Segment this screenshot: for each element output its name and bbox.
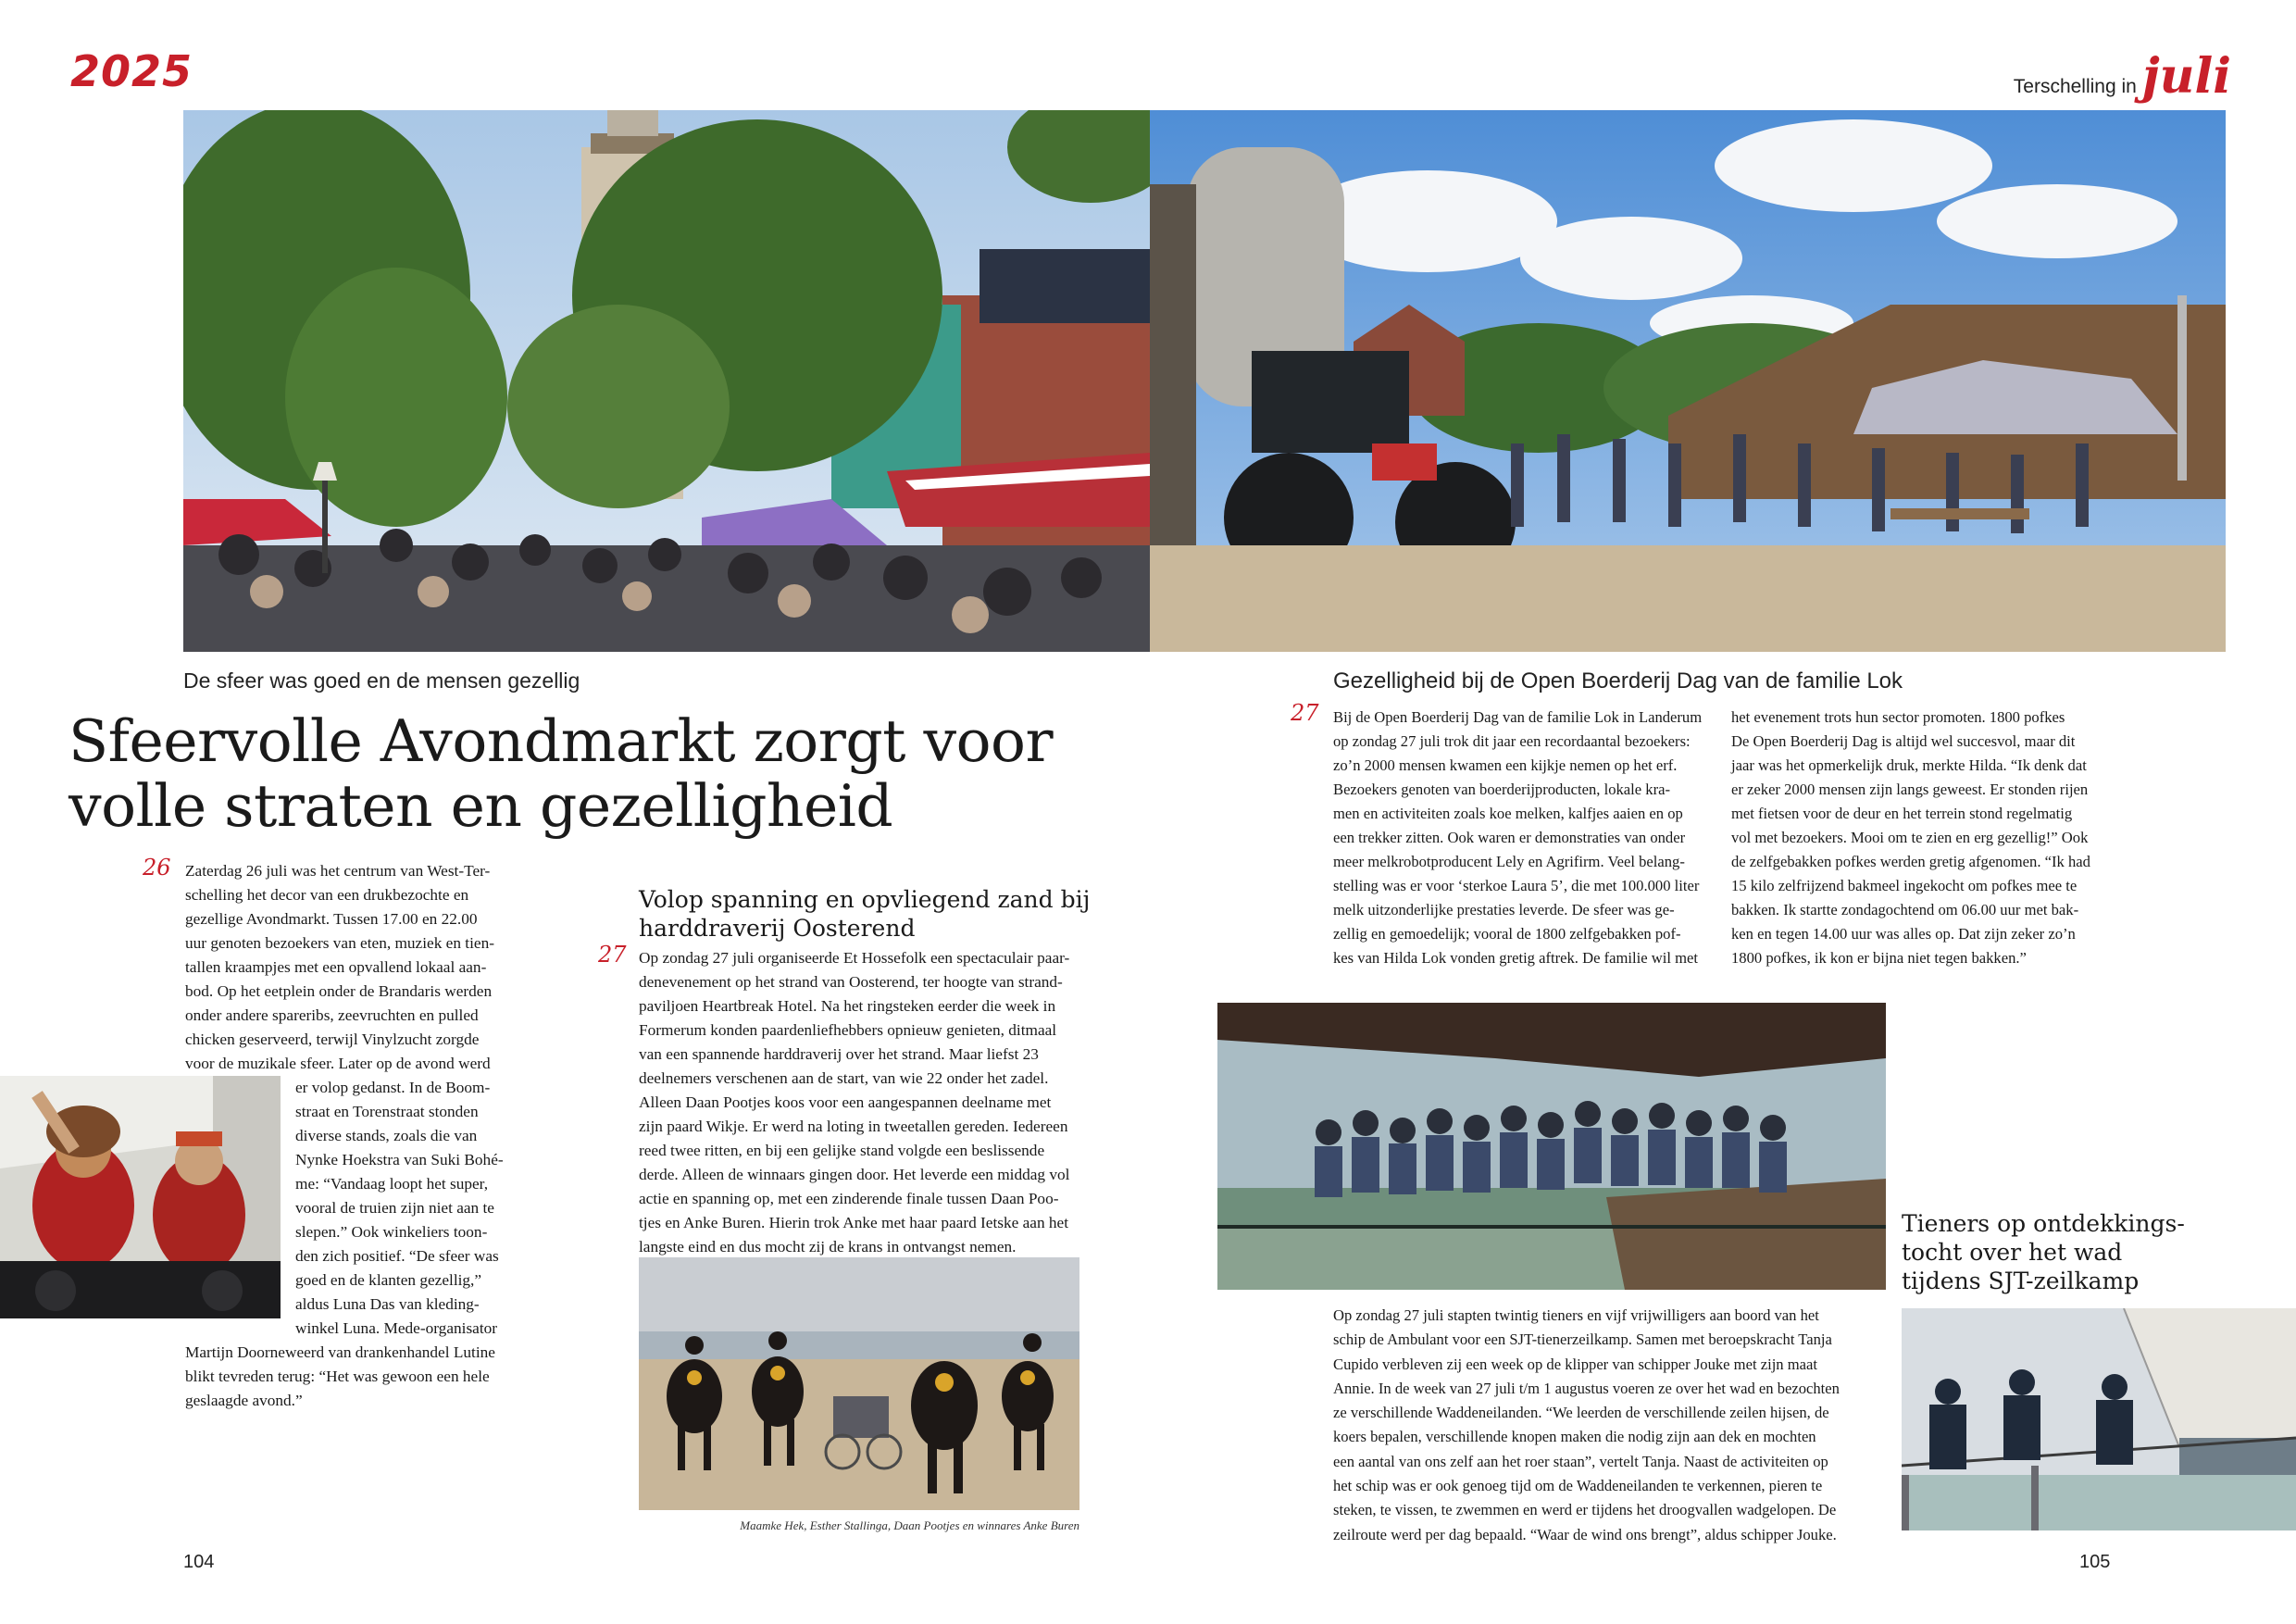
article1-line: Nynke Hoekstra van Suki Bohé-: [295, 1151, 504, 1168]
article2-line: Formerum konden paardenliefhebbers opnieuw genieten, ditmaal: [639, 1021, 1057, 1039]
article3-line: De Open Boerderij Dag is altijd wel succesvol, maar dit: [1731, 732, 2076, 750]
article1-body-end: [185, 1341, 511, 1413]
article4-line: het schip was er ook genoeg tijd om de Waddeneilanden te verkennen, pieren te: [1333, 1477, 1823, 1495]
article3-line: meer melkrobotproducent Lely en Agrifirm. Veel belang-: [1333, 853, 1685, 870]
article3-line: vol met bezoekers. Mooi om te zien en erg gezellig!” Ook: [1731, 829, 2089, 846]
article2-line: actie en spanning op, met een zinderende finale tussen Daan Poo-: [639, 1190, 1059, 1207]
article3-line: 15 kilo zelfrijzend bakmeel ingekocht om pofkes mee te: [1731, 877, 2078, 894]
article3-line: de zelfgebakken pofkes werden gretig afgenomen. “Ik had: [1731, 853, 2090, 870]
article1-line: Zaterdag 26 juli was het centrum van West-Ter-: [185, 862, 491, 880]
article1-line: er volop gedanst. In de Boom-: [295, 1079, 491, 1096]
article4-line: ze verschillende Waddeneilanden. “We leerden de verschillende zeilen hijsen, de: [1333, 1404, 1829, 1422]
horse-photo-credit: Maamke Hek, Esther Stallinga, Daan Pootjes en winnares Anke Buren: [740, 1518, 1079, 1532]
article1-line: blikt tevreden terug: “Het was gewoon een hele: [185, 1368, 490, 1385]
article1-line: goed en de klanten gezellig,”: [295, 1271, 482, 1289]
article3-line: er zeker 2000 mensen zijn langs geweest. Er stonden rijen: [1731, 781, 2089, 798]
page-number-right: 105: [2079, 1552, 2111, 1572]
article3-date: 27: [1291, 700, 1319, 726]
article1-line: geslaagde avond.”: [185, 1392, 303, 1409]
market-street-photo: [183, 110, 1150, 652]
sailing-camp-group-photo: [1217, 1003, 1886, 1290]
article2-title-line: Volop spanning en opvliegend zand bij: [639, 886, 1091, 913]
article2-title-line: harddraverij Oosterend: [639, 915, 916, 942]
article1-line: bod. Op het eetplein onder de Brandaris werden: [185, 982, 493, 1000]
article2-line: langste eind en dus mocht zij de krans in ontvangst nemen.: [639, 1238, 1017, 1255]
article4-body: [1333, 1304, 1876, 1547]
article4-title-line: tijdens SJT-zeilkamp: [1902, 1268, 2140, 1294]
article2-body: [639, 946, 1079, 1259]
article2-line: tjes en Anke Buren. Hierin trok Anke met haar paard Ietske aan het: [639, 1214, 1069, 1231]
article1-line: straat en Torenstraat stonden: [295, 1103, 479, 1120]
article3-line: jaar was het opmerkelijk druk, merkte Hilda. “Ik denk dat: [1731, 756, 2087, 774]
horse-race-photo: [639, 1257, 1079, 1510]
article3-line: 1800 pofkes, ik kon er bijna niet tegen bakken.”: [1731, 949, 2027, 967]
article4-line: Annie. In de week van 27 juli t/m 1 augustus voeren ze over het wad en bezochten: [1333, 1379, 1840, 1397]
article2-line: reed twee ritten, en bij een gelijke stand volgde een beslissende: [639, 1142, 1045, 1159]
article3-col2: [1731, 706, 2113, 970]
article2-line: paviljoen Heartbreak Hotel. Na het ringsteken eerder die week in: [639, 997, 1056, 1015]
farm-open-day-photo: [1150, 110, 2226, 652]
article3-col1: [1333, 706, 1715, 970]
article1-line: vooral de truien zijn niet aan te: [295, 1199, 494, 1217]
article1-line: aldus Luna Das van kleding-: [295, 1295, 480, 1313]
article1-body: [185, 859, 511, 1076]
article3-line: bakken. Ik startte zondagochtend om 06.00 uur met bak-: [1731, 901, 2079, 918]
brand-month: juli: [2141, 48, 2231, 105]
article3-line: het evenement trots hun sector promoten. 1800 pofkes: [1731, 708, 2065, 726]
article1-line: voor de muzikale sfeer. Later op de avond werd: [185, 1055, 491, 1072]
article3-line: zo’n 2000 mensen kwamen een kijkje nemen op het erf.: [1333, 756, 1678, 774]
article3-line: Bezoekers genoten van boerderijproducten, lokale kra-: [1333, 781, 1670, 798]
article1-line: onder andere spareribs, zeevruchten en pulled: [185, 1006, 479, 1024]
article1-line: tallen kraampjes met een opvallend lokaal aan-: [185, 958, 487, 976]
dj-photo: [0, 1076, 281, 1318]
article4-line: een aantal van ons zelf aan het roer staan”, vertelt Tanja. Naast de activiteiten op: [1333, 1452, 1828, 1470]
article1-line: schelling het decor van een drukbezochte en: [185, 886, 469, 904]
article4-title-line: tocht over het wad: [1902, 1239, 2123, 1266]
article3-line: stelling was er voor ‘sterkoe Laura 5’, die met 100.000 liter: [1333, 877, 1700, 894]
article1-line: chicken geserveerd, terwijl Vinylzucht zorgde: [185, 1031, 480, 1048]
article1-line: uur genoten bezoekers van eten, muziek en tien-: [185, 934, 494, 952]
article4-line: koers bepalen, verschillende knopen maken die nodig zijn aan dek en mochten: [1333, 1428, 1816, 1446]
article3-line: een trekker zitten. Ook waren er demonstraties van onder: [1333, 829, 1686, 846]
market-photo-caption: De sfeer was goed en de mensen gezellig: [183, 668, 580, 693]
article2-line: Alleen Daan Pootjes koos voor een aangespannen deelname met: [639, 1093, 1052, 1111]
article1-body-narrow: [295, 1076, 510, 1341]
article2-line: van een spannende harddraverij over het strand. Maar liefst 23: [639, 1045, 1039, 1063]
magazine-brand: [2014, 48, 2231, 105]
article2-date: 27: [598, 942, 627, 968]
article2-line: deelnemers verschenen aan de start, van wie 22 onder het zadel.: [639, 1069, 1049, 1087]
headline-line-2: volle straten en gezelligheid: [69, 772, 893, 840]
article1-line: diverse stands, zoals die van: [295, 1127, 478, 1144]
headline-line-1: Sfeervolle Avondmarkt zorgt voor: [69, 707, 1054, 775]
article3-line: men en activiteiten zoals koe melken, kalfjes aaien en op: [1333, 805, 1683, 822]
article3-line: kes van Hilda Lok vonden gretig aftrek. De familie wil met: [1333, 949, 1698, 967]
article2-line: denevenement op het strand van Oosterend, ter hoogte van strand-: [639, 973, 1063, 991]
article3-line: op zondag 27 juli trok dit jaar een recordaantal bezoekers:: [1333, 732, 1691, 750]
article1-line: winkel Luna. Mede-organisator: [295, 1319, 498, 1337]
article2-line: Op zondag 27 juli organiseerde Et Hossefolk een spectaculair paar-: [639, 949, 1070, 967]
article1-line: slepen.” Ook winkeliers toon-: [295, 1223, 488, 1241]
article3-line: zellig en gemoedelijk; vooral de 1800 zelfgebakken pof-: [1333, 925, 1681, 943]
sailing-deck-photo: [1902, 1308, 2296, 1530]
article1-date: 26: [143, 855, 171, 881]
article4-title: [1902, 1209, 2185, 1295]
article1-line: Martijn Doorneweerd van drankenhandel Lutine: [185, 1343, 495, 1361]
article2-line: derde. Alleen de winnaars gingen door. Het leverde een middag vol: [639, 1166, 1070, 1183]
brand-prefix: Terschelling in: [2013, 76, 2137, 97]
article3-line: Bij de Open Boerderij Dag van de familie Lok in Landerum: [1333, 708, 1703, 726]
article4-line: steken, te vissen, te zwemmen en werd er tijdens het droogvallen wadgelopen. De: [1333, 1501, 1837, 1519]
article3-title: Gezelligheid bij de Open Boerderij Dag van de familie Lok: [1333, 668, 1903, 693]
main-headline: [69, 709, 1053, 839]
article3-line: met fietsen voor de deur en het terrein stond regelmatig: [1731, 805, 2073, 822]
article1-line: me: “Vandaag loopt het super,: [295, 1175, 489, 1193]
year-heading: 2025: [70, 46, 193, 96]
article4-line: Op zondag 27 juli stapten twintig tieners en vijf vrijwilligers aan boord van het: [1333, 1306, 1819, 1324]
article4-line: schip de Ambulant voor een SJT-tienerzeilkamp. Samen met beroepskracht Tanja: [1333, 1330, 1832, 1349]
article4-title-line: Tieners op ontdekkings-: [1902, 1210, 2185, 1237]
article2-line: zijn paard Wikje. Er werd na loting in tweetallen gereden. Iedereen: [639, 1118, 1068, 1135]
article3-line: melk uitzonderlijke prestaties leverde. De sfeer was ge-: [1333, 901, 1675, 918]
article1-line: den zich positief. “De sfeer was: [295, 1247, 499, 1265]
article2-title: [639, 885, 1090, 943]
article3-line: ken en tegen 14.00 uur was alles op. Dat zijn zeker zo’n: [1731, 925, 2076, 943]
article4-line: Cupido verbleven zij een week op de klipper van schipper Jouke met zijn maat: [1333, 1355, 1817, 1373]
article1-line: gezellige Avondmarkt. Tussen 17.00 en 22.00: [185, 910, 478, 928]
article4-line: zeilroute werd per dag bepaald. “Waar de wind ons brengt”, aldus schipper Jouke.: [1333, 1525, 1837, 1543]
page-number-left: 104: [183, 1552, 215, 1572]
